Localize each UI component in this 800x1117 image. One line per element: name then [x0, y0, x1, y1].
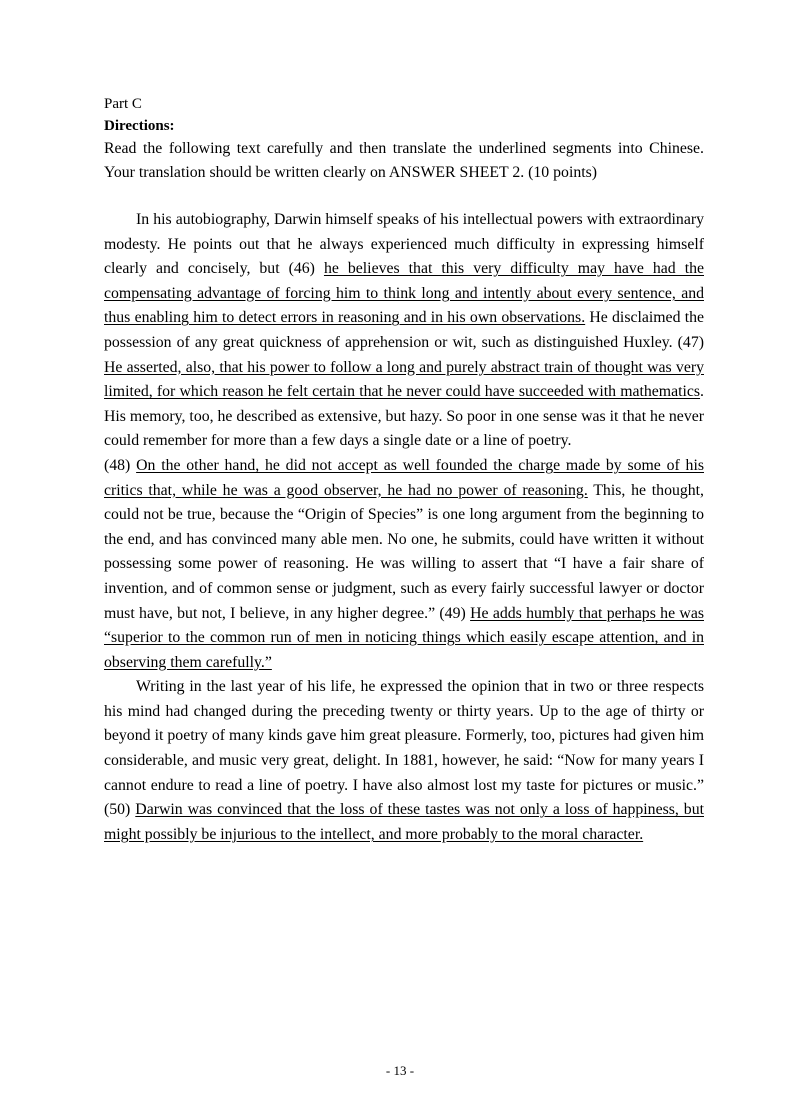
paragraph-2: [104, 454, 704, 675]
document-page: [104, 93, 704, 847]
section-spacer: [104, 184, 704, 208]
paragraph-3: [104, 675, 704, 847]
paragraph-1-text-b: He disclaimed the possession of any great quickness of apprehension or wit, such as distinguished Huxley. (47): [104, 309, 705, 351]
paragraph-3-text-a: Writing in the last year of his life, he expressed the opinion that in two or three respects his mind had changed during the preceding twenty or thirty years. Up to the age of thirty or beyond it poetry of many kinds gave him great pleasure. Formerly, too, pictures had given him considerable, and music very great, delight. In 1881, however, he said: “Now for many years I cannot endure to read a line of poetry. I have also almost lost my taste for pictures or music.” (50): [104, 678, 704, 819]
paragraph-1-text-a: In his autobiography, Darwin himself speaks of his intellectual powers with extraordinary modesty. He points out that he always experienced much difficulty in expressing himself clearly and concisely, but (46): [104, 211, 704, 278]
paragraph-1: [104, 208, 704, 454]
underlined-segment-49: He adds humbly that perhaps he was “superior to the common run of men in noticing things which easily escape attention, and in observing them carefully.”: [104, 604, 704, 671]
paragraph-2-text-b: This, he thought, could not be true, because the “Origin of Species” is one long argument from the beginning to the end, and has convinced many able men. No one, he submits, could have written it without possessing some power of reasoning. He was willing to assert that “I have a fair share of invention, and of common sense or judgment, such as every fairly successful lawyer or doctor must have, but not, I believe, in any higher degree.” (49): [104, 481, 704, 622]
directions-label: Directions:: [104, 118, 175, 134]
underlined-segment-50: Darwin was convinced that the loss of these tastes was not only a loss of happiness, but might possibly be injurious to the intellect, and more probably to the moral character.: [104, 801, 704, 843]
directions-text: Read the following text carefully and then translate the underlined segments into Chinese. Your translation should be written clearly on ANSWER SHEET 2. (10 points): [104, 140, 704, 181]
underlined-segment-46: he believes that this very difficulty may have had the compensating advantage of forcing him to think long and intently about every sentence, and thus enabling him to detect errors in reasoning and in his own observations.: [104, 260, 704, 327]
underlined-segment-48: On the other hand, he did not accept as well founded the charge made by some of his critics that, while he was a good observer, he had no power of reasoning.: [104, 456, 704, 499]
page-number: - 13 -: [385, 1063, 415, 1078]
paragraph-1-text-c: . His memory, too, he described as extensive, but hazy. So poor in one sense was it that he never could remember for more than a few days a single date or a line of poetry.: [104, 383, 704, 450]
paragraph-2-text-a: (48): [104, 456, 137, 474]
part-title: Part C: [104, 96, 142, 112]
underlined-segment-47: He asserted, also, that his power to follow a long and purely abstract train of thought was very limited, for which reason he felt certain that he never could have succeeded with mathematics: [104, 358, 704, 401]
